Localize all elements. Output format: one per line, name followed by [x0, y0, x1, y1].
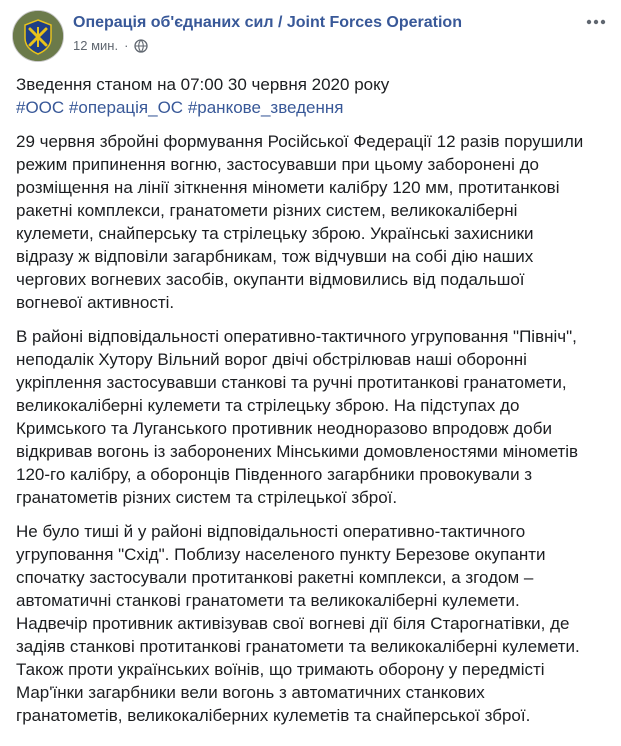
post-heading: Зведення станом на 07:00 30 червня 2020 року: [16, 75, 390, 94]
page-name-link[interactable]: Операція об'єднаних сил / Joint Forces Operation: [73, 14, 462, 31]
more-horizontal-icon[interactable]: [583, 12, 609, 32]
post-body: [16, 73, 612, 727]
hashtag-link[interactable]: #ООС: [16, 98, 65, 117]
text-line: неподалік Хутору Вільний ворог двічі обстрілював наші оборонні: [16, 350, 527, 369]
text-line: розміщення на лінії зіткнення міномети калібру 120 мм, протитанкові: [16, 178, 560, 197]
post-meta: [73, 38, 148, 53]
post-paragraph: [16, 325, 612, 509]
text-line: вогневої активності.: [16, 293, 175, 312]
page-avatar[interactable]: [12, 10, 64, 62]
text-line: режим припинення вогню, застосувавши при цьому заборонені до: [16, 155, 539, 174]
text-line: автоматичні станкові гранатомети та великокаліберні кулемети.: [16, 591, 520, 610]
text-line: Мар'їнки загарбники вели вогонь з автоматичних станкових: [16, 683, 485, 702]
globe-icon[interactable]: [134, 39, 148, 53]
post-timestamp[interactable]: 12 мин.: [73, 38, 119, 53]
text-line: ракетні комплекси, гранатомети різних систем, великокаліберні: [16, 201, 518, 220]
text-line: кулемети, снайперську та стрілецьку зброю. Українські захисники: [16, 224, 534, 243]
post-paragraph: [16, 520, 612, 727]
text-line: великокаліберні кулемети та стрілецьку зброю. На підступах до: [16, 396, 520, 415]
text-line: угруповання "Схід". Поблизу населеного пункту Березове окупанти: [16, 545, 546, 564]
meta-separator: ·: [124, 38, 129, 53]
text-line: гранатометів, великокаліберних кулеметів та снайперської зброї.: [16, 706, 531, 725]
text-line: Не було тиші й у районі відповідальності оперативно-тактичного: [16, 522, 526, 541]
hashtag-link[interactable]: #операція_ОС: [68, 98, 184, 117]
text-line: відразу ж відповіли загарбникам, тож відчувши на собі дію наших: [16, 247, 534, 266]
text-line: спочатку застосували протитанкові ракетні комплекси, а згодом –: [16, 568, 534, 587]
text-line: Також проти українських воїнів, що тримають оборону у передмісті: [16, 660, 545, 679]
text-line: гранатометів різних систем та стрілецької зброї.: [16, 488, 398, 507]
post-paragraph: [16, 130, 612, 314]
text-line: 120-го калібру, а оборонців Південного загарбники провокували з: [16, 465, 533, 484]
text-line: відкривав вогонь із заборонених Мінськими домовленостями мінометів: [16, 442, 579, 461]
text-line: Кримського та Луганського противник неодноразово впродовж доби: [16, 419, 552, 438]
hashtag-link[interactable]: #ранкове_зведення: [187, 98, 344, 117]
text-line: 29 червня збройні формування Російської Федерації 12 разів порушили: [16, 132, 584, 151]
text-line: укріплення застосувавши станкові та ручні протитанкові гранатомети,: [16, 373, 567, 392]
post-hashtags: [16, 96, 612, 119]
text-line: чергових вогневих засобів, окупанти відмовились від подальшої: [16, 270, 525, 289]
text-line: В районі відповідальності оперативно-тактичного угруповання "Північ",: [16, 327, 577, 346]
post-header: [12, 10, 609, 62]
joint-forces-emblem-icon: [13, 11, 63, 61]
text-line: задіяв станкові протитанкові гранатомети та великокаліберні кулемети.: [16, 637, 580, 656]
text-line: Надвечір противник активізував свої вогневі дії біля Старогнатівки, де: [16, 614, 570, 633]
